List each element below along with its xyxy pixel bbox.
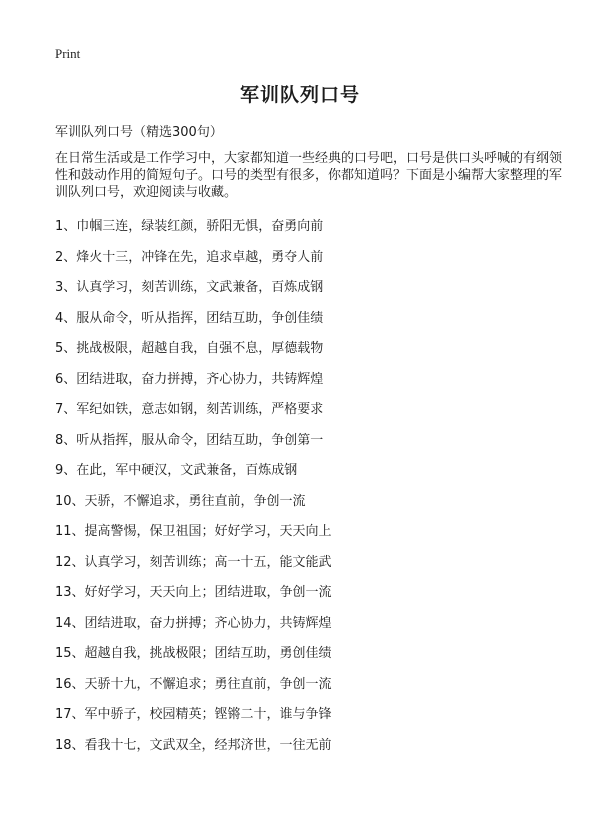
list-item: 10、天骄，不懈追求，勇往直前，争创一流 — [55, 493, 306, 509]
print-link[interactable]: Print — [55, 46, 81, 61]
list-item: 7、军纪如铁，意志如钢，刻苦训练，严格要求 — [55, 402, 324, 417]
list-item: 3、认真学习，刻苦训练，文武兼备，百炼成钢 — [55, 280, 324, 295]
slogan-list — [55, 212, 332, 761]
list-item: 16、天骄十九，不懈追求；勇往直前，争创一流 — [55, 676, 332, 692]
list-item: 5、挑战极限，超越自我，自强不息，厚德载物 — [55, 341, 324, 356]
intro-paragraph: 在日常生活或是工作学习中，大家都知道一些经典的口号吧，口号是供口头呼喊的有纲领性和鼓动作用的简短句子。口号的类型有很多，你都知道吗？下面是小编帮大家整理的军训队列口号，欢迎阅读与收藏。 — [55, 151, 563, 200]
page-title: 军训队列口号 — [239, 84, 360, 106]
list-item: 15、超越自我，挑战极限；团结互助，勇创佳绩 — [55, 646, 332, 661]
list-item: 9、在此，军中硬汉，文武兼备，百炼成钢 — [55, 463, 298, 478]
list-item: 2、烽火十三，冲锋在先，追求卓越，勇夺人前 — [55, 249, 324, 265]
list-item: 6、团结进取，奋力拼搏，齐心协力，共铸辉煌 — [55, 371, 324, 387]
list-item: 18、看我十七，文武双全，经邦济世，一往无前 — [55, 737, 332, 753]
list-item: 11、提高警惕，保卫祖国；好好学习，天天向上 — [55, 524, 332, 539]
list-item: 14、团结进取，奋力拼搏；齐心协力，共铸辉煌 — [55, 615, 332, 631]
list-item: 1、巾帼三连，绿装红颜，骄阳无惧，奋勇向前 — [55, 219, 324, 234]
document-subtitle: 军训队列口号（精选300句） — [55, 125, 223, 140]
list-item: 17、军中骄子，校园精英；铿锵二十，谁与争锋 — [55, 707, 332, 722]
list-item: 8、听从指挥，服从命令，团结互助，争创第一 — [55, 432, 324, 448]
list-item: 4、服从命令，听从指挥，团结互助，争创佳绩 — [55, 310, 324, 326]
list-item: 12、认真学习，刻苦训练；高一十五，能文能武 — [55, 554, 332, 570]
list-item: 13、好好学习，天天向上；团结进取，争创一流 — [55, 585, 332, 600]
